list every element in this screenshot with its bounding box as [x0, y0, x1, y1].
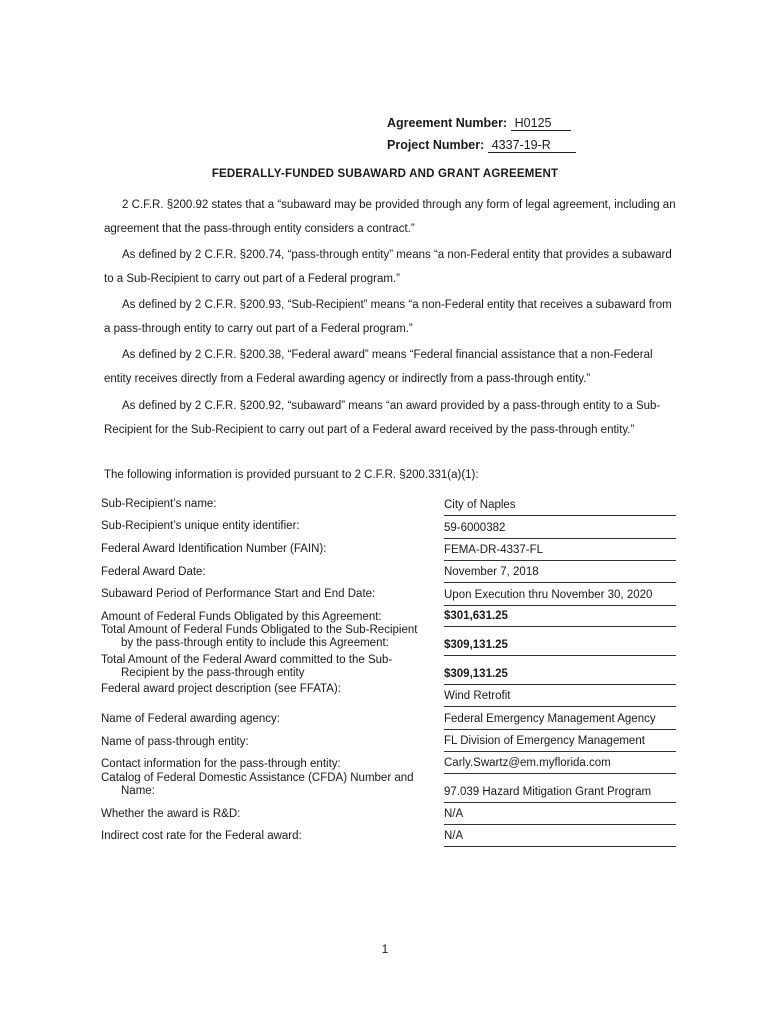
row-value-recipient-name: City of Naples	[444, 499, 676, 516]
row-label-line: by the pass-through entity to include this Agreement:	[121, 637, 389, 649]
row-label-cfda	[101, 772, 441, 798]
row-label-performance-period: Subaward Period of Performance Start and End Date:	[101, 588, 376, 600]
paragraph-subaward-def	[104, 193, 676, 241]
row-value-project-description: Wind Retrofit	[444, 690, 676, 707]
row-label-recipient-name: Sub-Recipient’s name:	[101, 498, 217, 510]
document-title: FEDERALLY-FUNDED SUBAWARD AND GRANT AGREEMENT	[211, 168, 559, 180]
row-label-fain: Federal Award Identification Number (FAIN):	[101, 543, 327, 555]
row-value-total-committed: $309,131.25	[444, 668, 676, 685]
row-value-rnd: N/A	[444, 808, 676, 825]
row-label-awarding-agency: Name of Federal awarding agency:	[101, 713, 280, 725]
page-number: 1	[381, 942, 389, 956]
row-label-line: Total Amount of Federal Funds Obligated to the Sub-Recipient	[101, 624, 418, 636]
row-value-entity-id: 59-6000382	[444, 522, 676, 539]
paragraph-pass-through-def	[104, 243, 676, 291]
row-label-entity-id: Sub-Recipient’s unique entity identifier:	[101, 520, 300, 532]
row-value-cfda: 97.039 Hazard Mitigation Grant Program	[444, 786, 676, 803]
row-label-total-obligated	[101, 624, 441, 650]
paragraph-text: As defined by 2 C.F.R. §200.93, “Sub-Recipient” means “a non-Federal entity that receives a subaward from a pass-through entity to carry out part of a Federal program.”	[104, 299, 672, 335]
row-label-line: Name:	[121, 785, 155, 797]
row-value-funds-obligated: $301,631.25	[444, 610, 676, 627]
row-value-fain: FEMA-DR-4337-FL	[444, 544, 676, 561]
row-label-rnd: Whether the award is R&D:	[101, 808, 241, 820]
row-label-project-description: Federal award project description (see FFATA):	[101, 683, 341, 695]
row-label-pass-through-entity: Name of pass-through entity:	[101, 736, 249, 748]
agreement-number-label: Agreement Number:	[387, 116, 508, 130]
agreement-number-value: H0125	[511, 116, 571, 131]
project-number-label: Project Number:	[387, 138, 485, 152]
paragraph-subaward-definition-2	[104, 394, 676, 442]
row-label-funds-obligated: Amount of Federal Funds Obligated by this Agreement:	[101, 611, 382, 623]
paragraph-text: As defined by 2 C.F.R. §200.38, “Federal award” means “Federal financial assistance that a non-Federal entity receives directly from a Federal awarding agency or indirectly from a pass-through entity.”	[104, 349, 653, 385]
row-value-performance-period: Upon Execution thru November 30, 2020	[444, 589, 676, 606]
row-value-pass-through-entity: FL Division of Emergency Management	[444, 735, 676, 752]
project-number-value: 4337-19-R	[488, 138, 576, 153]
paragraph-text: As defined by 2 C.F.R. §200.92, “subaward” means “an award provided by a pass-through entity to a Sub-Recipient for the Sub-Recipient to carry out part of a Federal award received by the pass-through entity.”	[104, 400, 661, 436]
paragraph-sub-recipient-def	[104, 293, 676, 341]
agreement-number-line	[387, 116, 571, 131]
row-label-total-committed	[101, 654, 441, 680]
info-intro: The following information is provided pursuant to 2 C.F.R. §200.331(a)(1):	[104, 469, 479, 481]
row-value-total-obligated: $309,131.25	[444, 639, 676, 656]
row-label-line: Recipient by the pass-through entity	[121, 667, 305, 679]
paragraph-federal-award-def	[104, 343, 676, 391]
project-number-line	[387, 138, 576, 153]
row-label-line: Catalog of Federal Domestic Assistance (CFDA) Number and	[101, 772, 414, 784]
row-value-contact: Carly.Swartz@em.myflorida.com	[444, 757, 676, 774]
row-value-awarding-agency: Federal Emergency Management Agency	[444, 713, 676, 730]
row-label-award-date: Federal Award Date:	[101, 566, 206, 578]
paragraph-text: As defined by 2 C.F.R. §200.74, “pass-through entity” means “a non-Federal entity that provides a subaward to a Sub-Recipient to carry out part of a Federal program.”	[104, 249, 672, 285]
row-label-indirect-cost: Indirect cost rate for the Federal award:	[101, 830, 302, 842]
row-value-indirect-cost: N/A	[444, 830, 676, 847]
row-label-contact: Contact information for the pass-through entity:	[101, 758, 341, 770]
row-label-line: Total Amount of the Federal Award committed to the Sub-	[101, 654, 393, 666]
paragraph-text: 2 C.F.R. §200.92 states that a “subaward may be provided through any form of legal agreement, including an agreement that the pass-through entity considers a contract.”	[104, 199, 676, 235]
row-value-award-date: November 7, 2018	[444, 566, 676, 583]
